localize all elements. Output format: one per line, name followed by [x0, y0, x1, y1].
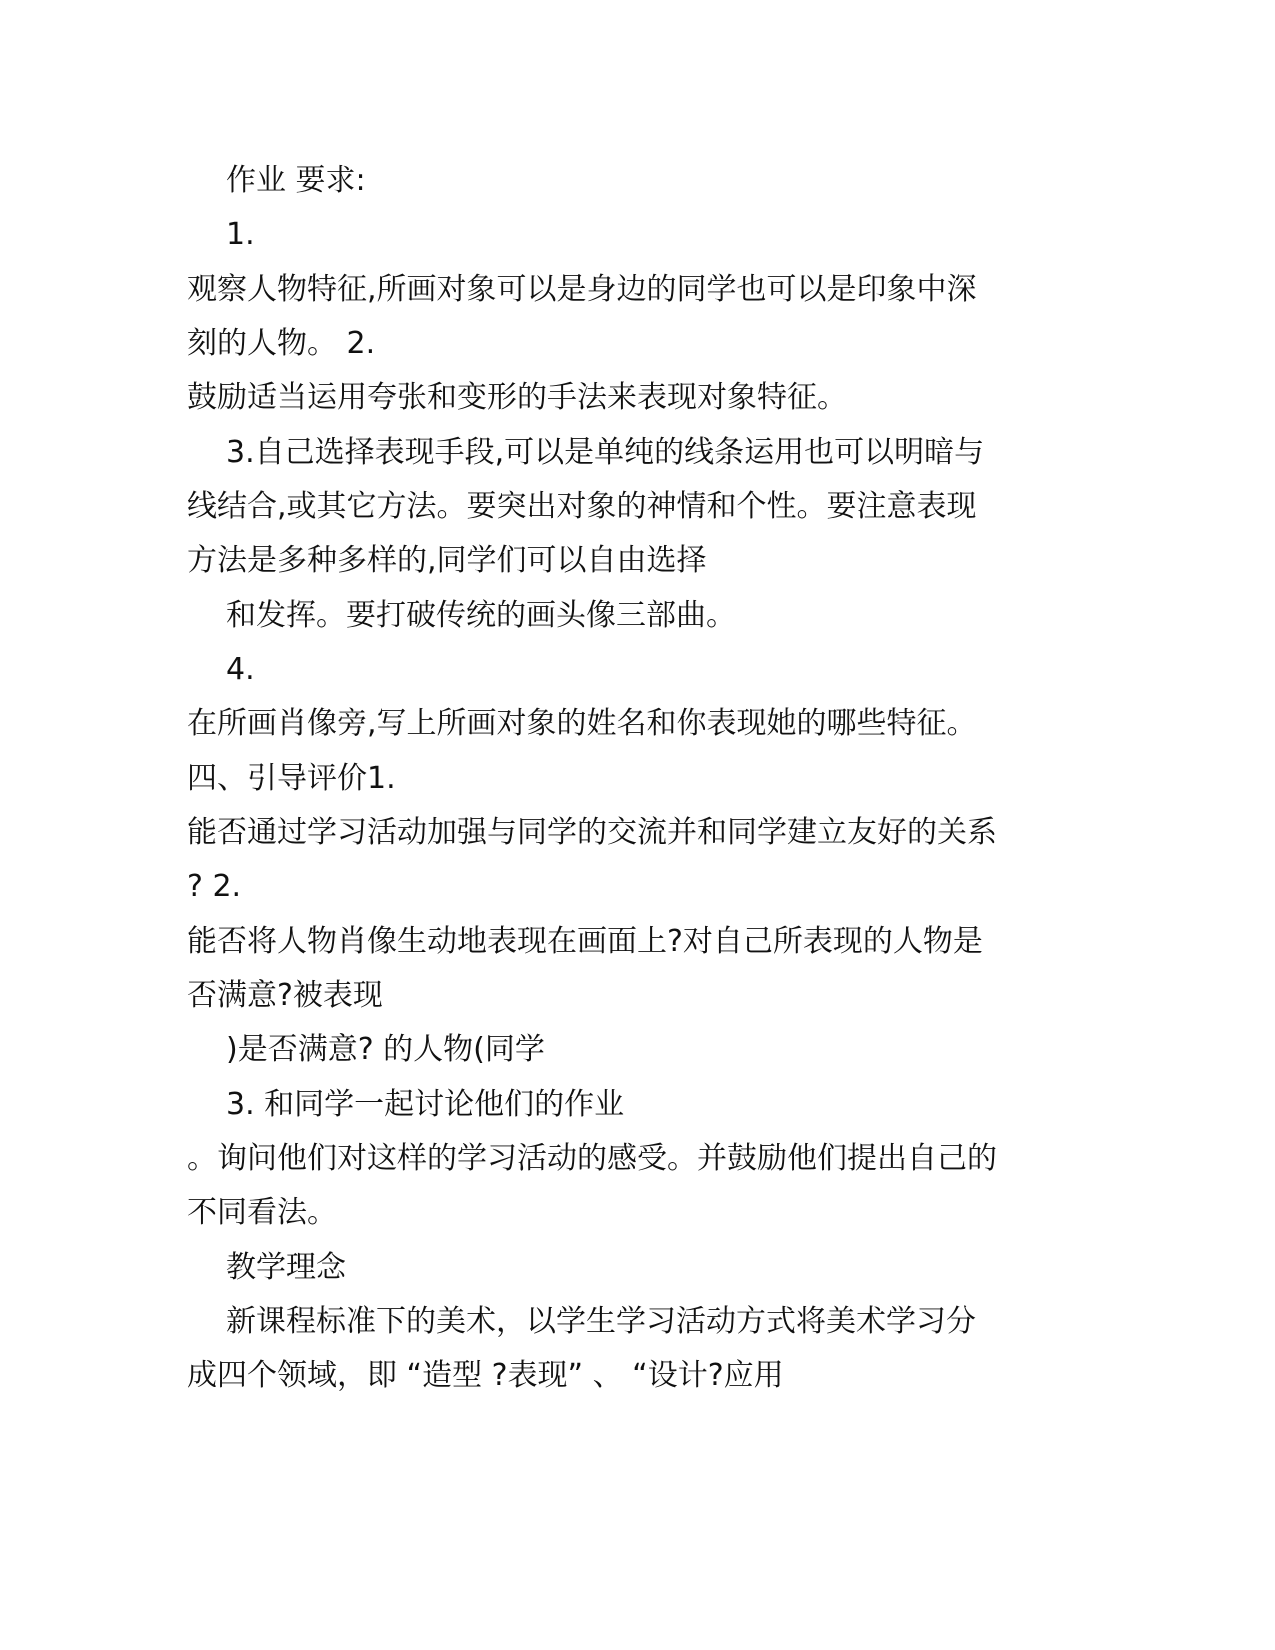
text-line-item-1-number: 1.: [226, 217, 255, 252]
text-line-item-3-continued-2: 方法是多种多样的,同学们可以自由选择: [187, 543, 707, 578]
text-line-evaluation-2-number: ? 2.: [187, 869, 242, 904]
text-line-item-1-end: 刻的人物。 2.: [187, 326, 376, 361]
text-line-item-4-body: 在所画肖像旁,写上所画对象的姓名和你表现她的哪些特征。: [187, 706, 977, 741]
text-line-assignment-heading: 作业 要求:: [226, 163, 366, 198]
text-line-item-3-end: 和发挥。要打破传统的画头像三部曲。: [226, 598, 736, 633]
text-line-teaching-philosophy-continued: 成四个领域，即 “造型 ?表现” 、 “设计?应用: [187, 1358, 784, 1393]
text-line-evaluation-3-continued: 。询问他们对这样的学习活动的感受。并鼓励他们提出自己的: [187, 1141, 997, 1176]
text-line-teaching-philosophy-body: 新课程标准下的美术，以学生学习活动方式将美术学习分: [226, 1304, 976, 1339]
text-line-evaluation-3-end: 不同看法。: [187, 1195, 337, 1230]
text-line-teaching-philosophy-heading: 教学理念: [226, 1250, 346, 1285]
text-line-section-evaluation-heading: 四、引导评价1.: [187, 761, 396, 796]
text-line-evaluation-2-end: )是否满意? 的人物(同学: [226, 1032, 545, 1067]
text-line-item-4-number: 4.: [226, 652, 255, 687]
text-line-item-1-body: 观察人物特征,所画对象可以是身边的同学也可以是印象中深: [187, 272, 977, 307]
text-line-item-3-continued: 线结合,或其它方法。要突出对象的神情和个性。要注意表现: [187, 489, 977, 524]
text-line-evaluation-2-body: 能否将人物肖像生动地表现在画面上?对自己所表现的人物是: [187, 924, 983, 959]
text-line-item-2-body: 鼓励适当运用夸张和变形的手法来表现对象特征。: [187, 380, 847, 415]
text-line-item-3-body: 3.自己选择表现手段,可以是单纯的线条运用也可以明暗与: [226, 435, 985, 470]
text-line-evaluation-3: 3. 和同学一起讨论他们的作业: [226, 1087, 625, 1122]
text-line-evaluation-1: 能否通过学习活动加强与同学的交流并和同学建立友好的关系: [187, 815, 997, 850]
text-line-evaluation-2-continued: 否满意?被表现: [187, 978, 383, 1013]
